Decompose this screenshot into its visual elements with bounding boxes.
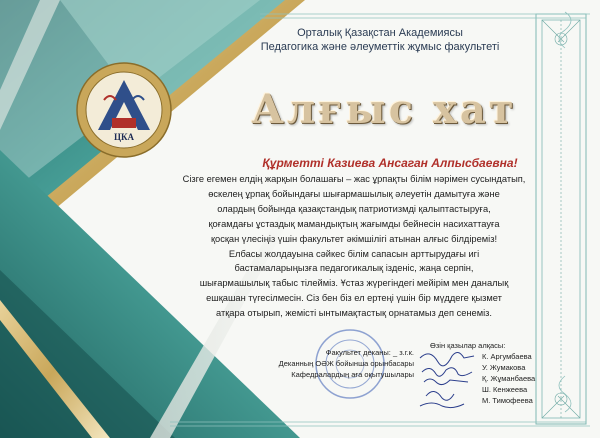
role-dean: Факультет деканы: _ з.г.к. <box>325 348 414 357</box>
body-line: қосқан үлесіңіз үшін факультет әкімшілігі атынан алғыс білдіреміз! <box>210 233 498 244</box>
signature-names <box>482 351 535 406</box>
faculty-name: Педагогика және әлеуметтік жұмыс факультеті <box>260 41 500 53</box>
signer-name: У. Жумакова <box>482 363 526 372</box>
jury-heading: Өзін қазылар алқасы: <box>430 341 506 350</box>
signer-name: М. Тимофеева <box>482 396 533 405</box>
body-line: олардың бойында қазақстандық патриотизмді қалыптастыруға, <box>217 203 491 214</box>
signer-name: К. Аргумбаева <box>482 352 532 361</box>
role-senior-lecturers: Кафедралардың аға оқытушылары <box>291 370 414 379</box>
role-deputy-dean: Деканның ОӘЖ бойынша орынбасары <box>278 359 414 368</box>
body-line: өскелең ұрпақ бойындағы шығармашылық әлеуетін дамытуға және <box>208 188 500 199</box>
body-line: қоғамдағы ұстаздық мамандықтың жағымды бейнесін насихаттауға <box>208 218 500 229</box>
body-line: шығармашылық табыс тілейміз. Ұстаз жүрегіндегі мейірім мен даналық <box>199 278 509 289</box>
body-line: бастамаларыңызға педагогикалық ізденіс, жаңа серпін, <box>234 263 474 274</box>
salutation: Құрметті Казиева Ансаган Алпысбаевна! <box>262 156 518 170</box>
certificate-body <box>166 172 542 321</box>
body-line: Сізге егемен елдің жарқын болашағы – жас ұрпақты білім нәрімен сусындатып, <box>182 174 526 184</box>
signature-roles <box>246 347 414 380</box>
institution-name: Орталық Қазақстан Академиясы <box>297 27 463 39</box>
header <box>180 26 580 54</box>
body-line: ешқашан түгесілмесін. Сіз бен біз ел ертеңі үшін бір мүддеге қызмет <box>206 293 502 304</box>
academy-logo-icon <box>74 60 174 160</box>
body-line: Елбасы жолдауына сәйкес білім сапасын арттырудағы игі <box>228 248 480 259</box>
certificate-title: Алғыс хат <box>251 86 517 133</box>
body-line: атқара отырып, жемісті ынтымақтастық орнатамыз деп сенеміз. <box>215 308 493 319</box>
signer-name: Ш. Кенжеева <box>482 385 528 394</box>
handwritten-signatures <box>416 346 482 412</box>
logo-abbr: ЦКА <box>113 132 135 142</box>
signer-name: Қ. Жұманбаева <box>482 374 536 383</box>
